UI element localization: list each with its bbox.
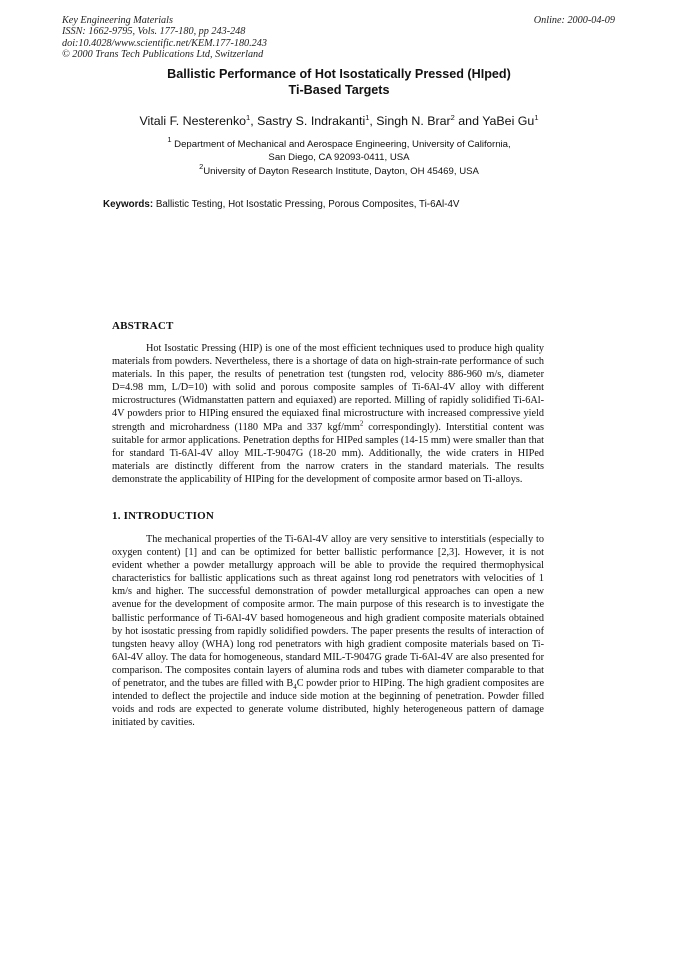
author-list	[0, 114, 678, 128]
author-separator: ,	[250, 114, 258, 128]
intro-text-1: The mechanical properties of the Ti-6Al-4V alloy are very sensitive to interstitials (especially to oxygen content) [1] and can be optimized for better ballistic performance [2,3]. However, it is not evident whether a powder metallurgy approach will be able to provide the required thermophysical characteristics for ballistic applications such as threat against long rod penetrators with velocities of 1 km/s and higher. The successful demonstration of powder metallurgical approaches can open a new avenue for the development of composite armor. The main purpose of this research is to investigate the ballistic performance of Ti-6Al-4V based homogeneous and high gradient composite materials obtained by hot isostatic pressing from rapidly solidified powders. The paper presents the results of interaction of tungsten heavy alloy (WHA) long rod penetrators with high gradient composite materials based on Ti-6Al-4V alloy. The data for homogeneous, standard MIL-T-9047G grade Ti-6Al-4V are also presented for comparison. The composites contain layers of alumina rods and tubes with diameter comparable to that of penetrator, and the tubes are filled with B	[112, 534, 544, 690]
title-line-2: Ti-Based Targets	[288, 82, 390, 97]
affiliation-line: Department of Mechanical and Aerospace Engineering, University of California,	[174, 139, 511, 150]
affiliation-1	[0, 135, 678, 164]
affiliation-line: San Diego, CA 92093-0411, USA	[268, 151, 410, 163]
affiliation-mark: 2	[199, 162, 204, 171]
journal-name: Key Engineering Materials	[62, 15, 173, 26]
abstract-paragraph	[112, 342, 544, 486]
author-affiliation-mark: 1	[365, 113, 370, 122]
abstract-text-1: Hot Isostatic Pressing (HIP) is one of the most efficient techniques used to produce high quality materials from powders. Nevertheless, there is a shortage of data on high-strain-rate performance of such materials. In this paper, the results of penetration test (tungsten rod, velocity 886-960 m/s, diameter D=4.98 mm, L/D=10) with solid and porous composite samples of Ti-6Al-4V alloy with different microstructures (Widmanstatten pattern and equiaxed) are reported. Milling of rapidly solidified Ti-6Al-4V powders prior to HIPing ensured the equiaxed final microstructure with increased compressive yield strength and microhardness (1180 MPa and 337 kgf/mm	[112, 343, 544, 433]
title-line-1: Ballistic Performance of Hot Isostatically Pressed (HIped)	[167, 67, 511, 81]
affiliation-2	[0, 162, 678, 179]
paper-title	[0, 67, 678, 98]
keywords	[103, 199, 459, 210]
abstract-heading: ABSTRACT	[112, 320, 174, 332]
intro-subscript: 4	[293, 683, 297, 692]
abstract-superscript: 2	[359, 419, 364, 428]
author-affiliation-mark: 1	[534, 113, 539, 122]
abstract-text-2: correspondingly). Interstitial content was suitable for armor applications. Penetration depths for HIPed samples (14-15 mm) were smaller than that for standard Ti-6Al-4V alloy MIL-T-9047G (18-20 mm). Additionally, the wide craters in HIPed materials are distinctly different from the narrow craters in the standard materials. The results demonstrate the applicability of HIPing for the development of composite armor based on Ti-alloys.	[112, 421, 545, 485]
intro-text-2: C powder prior to HIPing. The high gradient composites are intended to deflect the projectile and induce side motion at the beginning of penetration. Powder filled voids and rods are expected to generate volume distributed, highly heterogeneous pattern of damage initiated by cavities.	[112, 678, 544, 729]
journal-header	[62, 15, 267, 60]
author-name: YaBei Gu	[482, 114, 535, 128]
author-separator: ,	[369, 114, 377, 128]
introduction-heading: 1. INTRODUCTION	[112, 510, 215, 522]
keywords-label: Keywords:	[103, 199, 154, 210]
author-affiliation-mark: 2	[450, 113, 455, 122]
online-date: Online: 2000-04-09	[533, 15, 615, 26]
author-name: Sastry S. Indrakanti	[257, 114, 366, 128]
affiliation-mark: 1	[167, 135, 172, 144]
copyright-line: © 2000 Trans Tech Publications Ltd, Switzerland	[62, 48, 264, 60]
affiliation-line: University of Dayton Research Institute, Dayton, OH 45469, USA	[203, 166, 479, 177]
introduction-paragraph	[112, 533, 544, 729]
author-name: Vitali F. Nesterenko	[139, 114, 247, 128]
author-separator: and	[454, 114, 483, 128]
doi-line: doi:10.4028/www.scientific.net/KEM.177-180.243	[62, 37, 267, 49]
author-name: Singh N. Brar	[376, 114, 451, 128]
author-affiliation-mark: 1	[246, 113, 251, 122]
issn-line: ISSN: 1662-9795, Vols. 177-180, pp 243-248	[62, 26, 246, 38]
keywords-text: Ballistic Testing, Hot Isostatic Pressing, Porous Composites, Ti-6Al-4V	[155, 199, 460, 210]
